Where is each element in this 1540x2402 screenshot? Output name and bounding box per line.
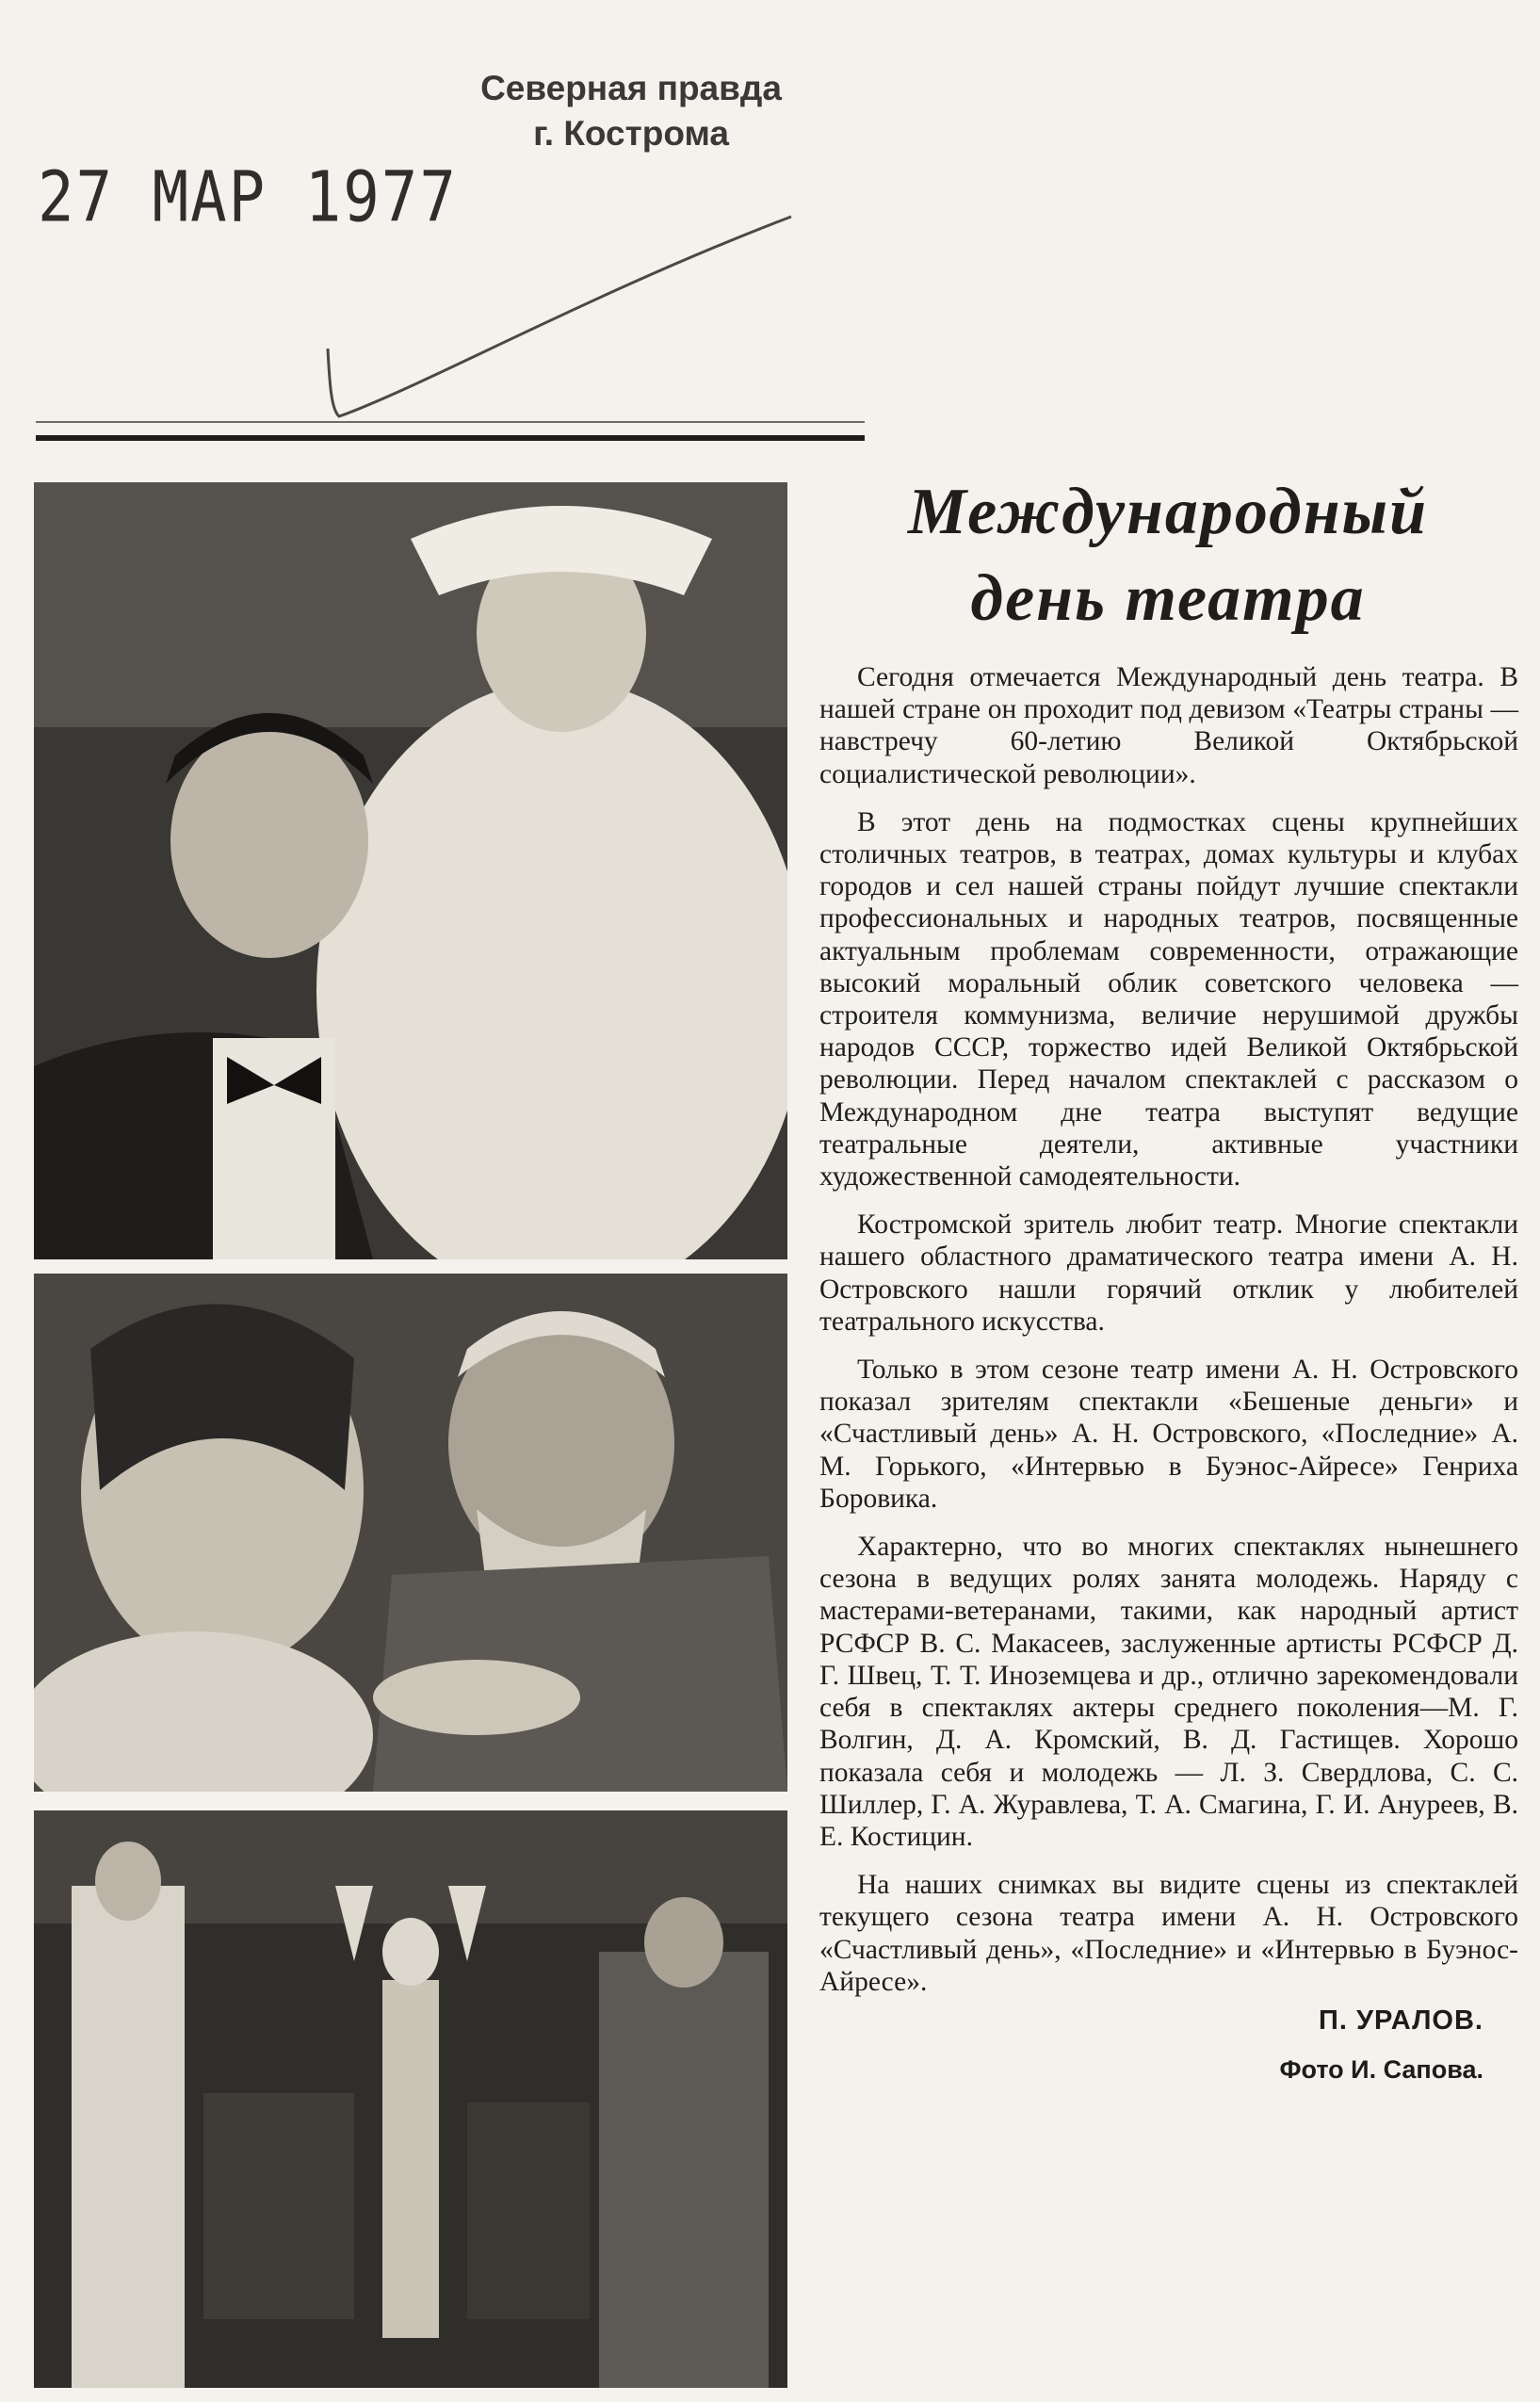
article-author: П. УРАЛОВ. xyxy=(1319,2005,1483,2036)
newspaper-city: г. Кострома xyxy=(533,114,729,153)
article-paragraph: В этот день на подмостках сцены крупнейших столичных театров, в театрах, домах культуры и клубах городов и сел нашей страны пойдут лучшие спектакли профессиональных и народных театров, посвященные актуальным проблемам современности, отражающие высокий моральный облик советского человека — строителя коммунизма, величие нерушимой дружбы народов СССР, торжество идей Великой Октябрьской революции. Перед началом спектаклей с рассказом о Международном дне театра выступят ведущие театральные деятели, активные участники художественной самодеятельности. xyxy=(819,806,1518,1193)
newspaper-source-stamp xyxy=(405,66,857,156)
article-headline xyxy=(819,469,1516,642)
photo-credit: Фото И. Сапова. xyxy=(1279,2055,1483,2084)
photo-scene-couple xyxy=(34,482,787,1259)
divider-thick xyxy=(36,435,865,441)
photo-scene-elder xyxy=(34,1274,787,1792)
article-paragraph: Характерно, что во многих спектаклях нынешнего сезона в ведущих ролях занята молодежь. Наряду с мастерами-ветеранами, такими, как народный артист РСФСР В. С. Макасеев, заслуженные артисты РСФСР Д. Г. Швец, Т. Т. Иноземцева и др., отлично зарекомендовали себя в спектаклях актеры среднего поколения—М. Г. Волгин, Д. А. Кромский, В. Д. Гастищев. Хорошо показала себя и молодежь — Л. З. Свердлова, С. С. Шиллер, Г. А. Журавлева, Т. А. Смагина, Г. И. Ануреев, В. Е. Костицин. xyxy=(819,1532,1518,1852)
article-paragraph: Сегодня отмечается Международный день театра. В нашей стране он проходит под девизом «Театры страны — навстречу 60-летию Великой Октябрьской социалистической революции». xyxy=(819,662,1518,789)
article-body xyxy=(819,661,1518,2014)
headline-line-1: Международный xyxy=(907,476,1429,548)
photo-scene-stage xyxy=(34,1810,787,2388)
article-paragraph: Только в этом сезоне театр имени А. Н. Островского показал зрителям спектакли «Бешеные деньги» и «Счастливый день» А. Н. Островского, «Последние» А. М. Горького, «Интервью в Буэнос-Айресе» Генриха Боровика. xyxy=(819,1355,1518,1514)
pen-mark xyxy=(311,207,801,433)
divider-thin xyxy=(36,421,865,423)
article-paragraph: На наших снимках вы видите сцены из спектаклей текущего сезона театра имени А. Н. Островского «Счастливый день», «Последние» и «Интервью в Буэнос-Айресе». xyxy=(819,1870,1518,1997)
headline-line-2: день театра xyxy=(970,562,1366,635)
article-paragraph: Костромской зритель любит театр. Многие спектакли нашего областного драматического театра имени А. Н. Островского нашли горячий отклик у любителей театрального искусства. xyxy=(819,1209,1518,1337)
newspaper-name: Северная правда xyxy=(480,69,782,107)
date-stamp: 27 МАР 1977 xyxy=(38,158,458,239)
